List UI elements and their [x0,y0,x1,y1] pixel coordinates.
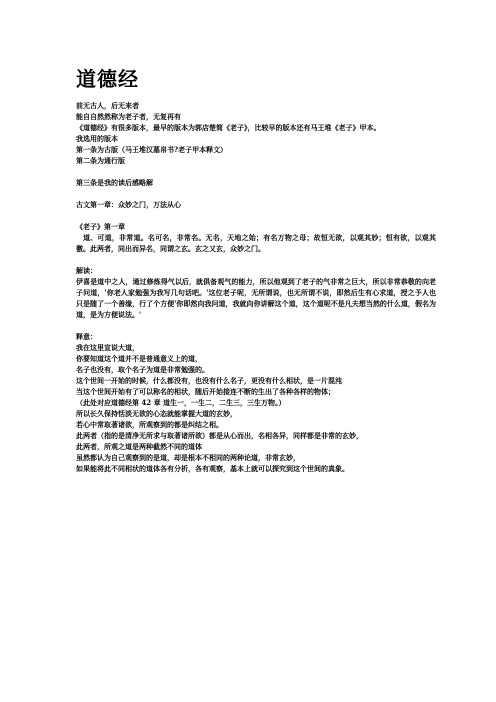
version-item-2: 第二条为通行版 [76,156,125,165]
version-item-3: 第三条是我的读后感略解 [76,178,153,187]
shiyi-line: 你要知道这个道并不是普通意义上的道， [76,354,202,363]
version-item-1: 第一条为古版（马王堆汉墓帛书?老子甲本释文） [76,145,228,154]
shiyi-heading: 释意： [76,332,97,341]
shiyi-line: 当这个世间开始有了可以称名的相状，随后开始接连不断的生出了各种各样的物体； [76,387,335,396]
laozi-text: 道、可道，非常道。名可名，非常名。无名，天地之始；有名万物之母；故恒无欲，以观其妙；恒有欲，以观其徼。此两者，同出而异名，同谓之玄。玄之又玄，众妙之门。 [76,233,436,253]
shiyi-line: 这个世间一开始的时候，什么都没有，也没有什么名子，更没有什么相状，是一片混沌 [76,376,342,385]
jiedu-text: 伊喜是道中之人，通过修炼得气以后，就俱备观气的能力，所以他观到了老子的气非常之巨大，所以非常恭敬的向老子问道，'你老人家勉强为我写几句话吧。'这位老子呢，无所谓说，也无所谓不说，即然后生有心求道，授之予人也只是随了一个善缘，行了个方便'你即然向我问道，我就向你讲解这个道，这个道呢不是凡夫想当然的什么道，假名为道，是为方便说法。' [76,277,436,319]
jiedu-heading: 解读： [76,266,97,275]
versions-note: 《道德经》有很多版本，最早的版本为郭店楚简《老子》，比较早的版本还有马王堆《老子》甲本。 [76,123,381,132]
shiyi-line: 名子也没有，取个名子为道是非常勉强的。 [76,365,209,374]
shiyi-line: 我在这里宣说大道， [76,343,139,352]
intro-line-2: 能自自然然称为老子者，无复再有 [76,112,181,121]
chapter-heading: 古文第一章：众妙之门，万法从心 [76,200,181,209]
document-page [76,66,436,474]
my-versions-heading: 我选用的版本 [76,134,118,143]
shiyi-line: 若心中常取著诸欲，所观察到的都是纠结之相。 [76,420,223,429]
shiyi-line: 所以长久保持恬淡无欲的心态就能掌握大道的玄妙， [76,409,237,418]
intro-line-1: 前无古人，后无来者 [76,101,139,110]
shiyi-line: 虽然都认为自己观察到的是道，却是根本不相同的两种论道，非常玄妙， [76,453,300,462]
shiyi-line: 如果能将此不同相状的道体各有分析，各有观察，基本上就可以探究到这个世间的真象。 [76,464,349,473]
shiyi-line: （此处对应道德经第 42 章 道生一，一生二，二生三，三生万物。） [76,398,286,407]
laozi-heading: 《老子》第一章 [76,222,125,231]
document-title: 道德经 [76,67,139,91]
shiyi-line: 此两者，所观之道是两种截然不同的道体 [76,442,202,451]
shiyi-line: 此两者（指的是清净无所求与取著诸所欲）都是从心而出，名相各异，同样都是非常的玄妙， [76,431,363,440]
